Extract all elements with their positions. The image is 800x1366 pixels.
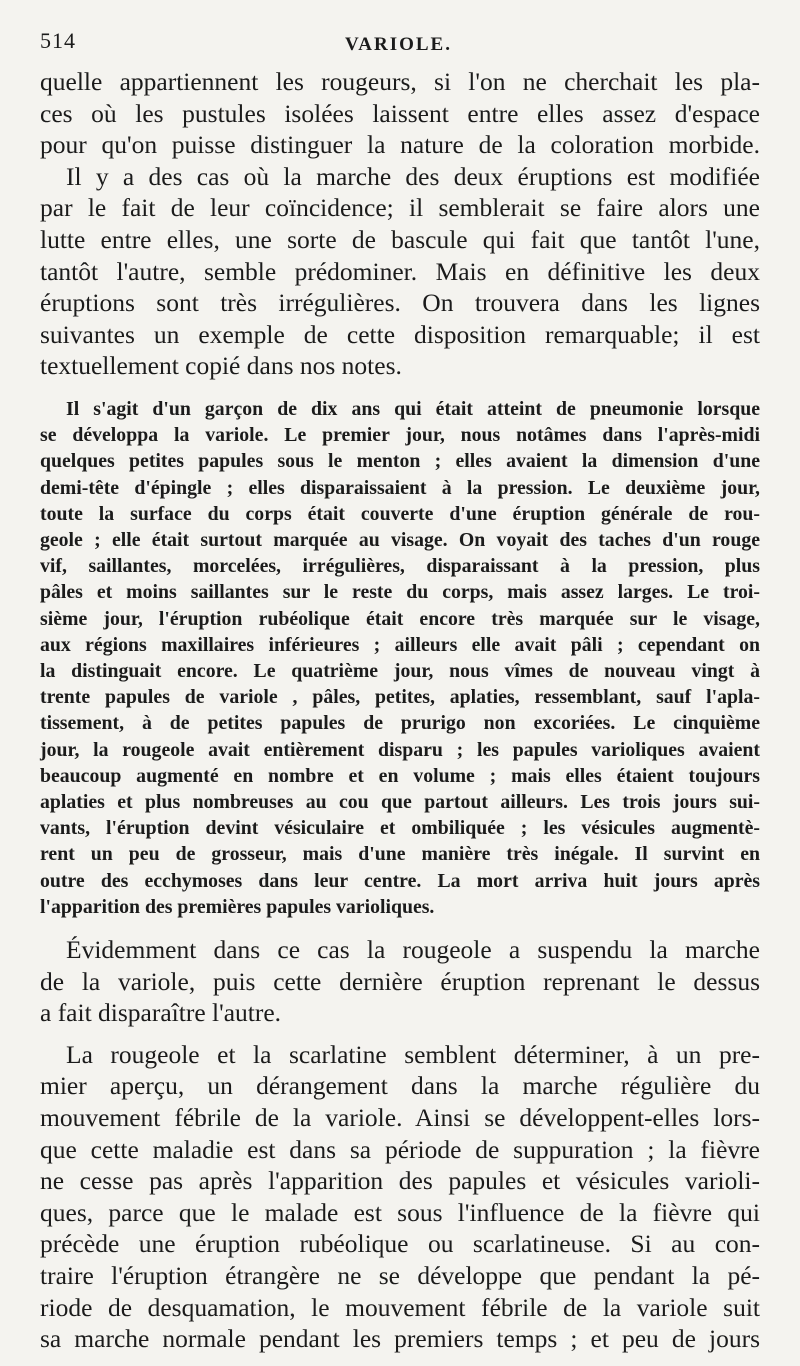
text-line: quelques petites papules sous le menton ; elles avaient la dimension d'une: [40, 450, 760, 473]
text-line: aux régions maxillaires inférieures ; ailleurs elle avait pâli ; cependant on: [40, 633, 760, 656]
text-line: rent un peu de grosseur, mais d'une manière très inégale. Il survint en: [40, 843, 760, 866]
text-line: aplaties et plus nombreuses au cou que partout ailleurs. Les trois jours sui-: [40, 790, 760, 813]
text-line: a fait disparaître l'autre.: [40, 998, 282, 1028]
text-line: vif, saillantes, morcelées, irrégulières, disparaissant à la pression, plus: [40, 555, 760, 578]
text-line: geole ; elle était surtout marquée au visage. On voyait des taches d'un rouge: [40, 528, 760, 551]
text-line: sa marche normale pendant les premiers temps ; et peu de jours: [40, 1324, 760, 1354]
text-line: l'apparition des premières papules varioliques.: [40, 895, 435, 918]
case-report-quote: [40, 396, 760, 920]
text-line: mouvement fébrile de la variole. Ainsi se développent-elles lors-: [40, 1102, 760, 1132]
text-line: de la variole, puis cette dernière éruption reprenant le dessus: [40, 966, 760, 996]
text-line: demi-tête d'épingle ; elles disparaissaient à la pression. Le deuxième jour,: [40, 476, 760, 499]
text-line: sième jour, l'éruption rubéolique était encore très marquée sur le visage,: [40, 607, 760, 630]
text-line: outre des ecchymoses dans leur centre. La mort arriva huit jours après: [40, 869, 760, 892]
text-line: trente papules de variole , pâles, petites, aplaties, ressemblant, sauf l'apla-: [40, 686, 760, 709]
text-line: riode de desquamation, le mouvement fébrile de la variole suit: [40, 1292, 760, 1322]
text-line: jour, la rougeole avait entièrement disparu ; les papules varioliques avaient: [40, 738, 760, 761]
paragraph-4: [40, 1039, 760, 1355]
text-line: la distinguait encore. Le quatrième jour, nous vîmes de nouveau vingt à: [40, 659, 760, 682]
text-line: pour qu'on puisse distinguer la nature de la coloration morbide.: [40, 130, 760, 160]
text-line: que cette maladie est dans sa période de suppuration ; la fièvre: [40, 1134, 760, 1164]
text-line: Il s'agit d'un garçon de dix ans qui était atteint de pneumonie lorsque: [66, 397, 760, 420]
text-line: mier aperçu, un dérangement dans la marche régulière du: [40, 1071, 760, 1101]
page-number: 514: [40, 28, 76, 53]
paragraph-1: [40, 66, 760, 161]
text-line: lutte entre elles, une sorte de bascule qui fait que tantôt l'une,: [40, 224, 760, 254]
text-line: précède une éruption rubéolique ou scarlatineuse. Si au con-: [40, 1229, 760, 1259]
text-line: beaucoup augmenté en nombre et en volume ; mais elles étaient toujours: [40, 764, 760, 787]
text-line: traire l'éruption étrangère ne se développe que pendant la pé-: [40, 1260, 760, 1290]
text-line: Évidemment dans ce cas la rougeole a suspendu la marche: [66, 935, 760, 964]
text-line: ces où les pustules isolées laissent entre elles assez d'espace: [40, 98, 760, 128]
text-line: La rougeole et la scarlatine semblent déterminer, à un pre-: [66, 1039, 760, 1069]
text-line: tissement, à de petites papules de prurigo non excoriées. Le cinquième: [40, 712, 760, 735]
text-line: quelle appartiennent les rougeurs, si l'on ne cherchait les pla-: [40, 67, 760, 96]
text-line: toute la surface du corps était couverte d'une éruption générale de rou-: [40, 502, 760, 525]
text-line: Il y a des cas où la marche des deux éruptions est modifiée: [66, 161, 760, 191]
text-line: vants, l'éruption devint vésiculaire et ombiliquée ; les vésicules augmentè-: [40, 817, 760, 840]
text-line: pâles et moins saillantes sur le reste du corps, mais assez larges. Le troi-: [40, 581, 760, 604]
paragraph-2: [40, 161, 760, 382]
text-line: éruptions sont très irrégulières. On trouvera dans les lignes: [40, 288, 760, 318]
text-line: par le fait de leur coïncidence; il semblerait se faire alors une: [40, 193, 760, 223]
text-line: ques, parce que le malade est sous l'influence de la fièvre qui: [40, 1197, 760, 1227]
text-line: textuellement copié dans nos notes.: [40, 351, 402, 381]
text-line: se développa la variole. Le premier jour, nous notâmes dans l'après-midi: [40, 424, 760, 447]
text-line: tantôt l'autre, semble prédominer. Mais en définitive les deux: [40, 256, 760, 286]
running-head: VARIOLE.: [345, 34, 452, 55]
paragraph-3: [40, 934, 760, 1029]
text-line: ne cesse pas après l'apparition des papules et vésicules varioli-: [40, 1166, 760, 1196]
text-line: suivantes un exemple de cette disposition remarquable; il est: [40, 319, 760, 349]
